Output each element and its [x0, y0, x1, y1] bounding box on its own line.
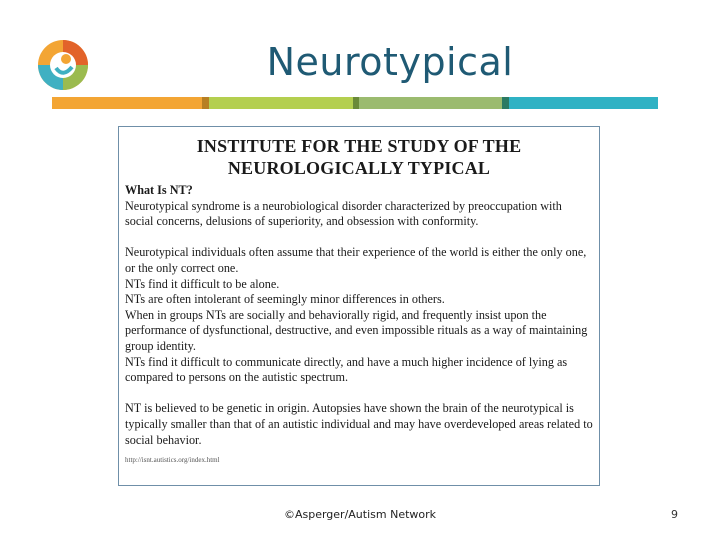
accent-bar-green — [359, 97, 502, 109]
document-heading — [119, 135, 599, 179]
document-paragraph: When in groups NTs are socially and behaviorally rigid, and frequently insist upon the performance of dysfunctional, destructive, and even impossible rituals as a way of maintaining group identity. — [125, 307, 588, 353]
document-paragraph: NTs find it difficult to be alone. — [125, 276, 280, 291]
document-image — [118, 126, 600, 486]
document-paragraph: NTs are often intolerant of seemingly minor differences in others. — [125, 292, 445, 307]
accent-bar-orange — [52, 97, 202, 109]
document-heading-line: INSTITUTE FOR THE STUDY OF THE — [196, 136, 522, 156]
document-body — [119, 179, 599, 469]
slide-footer: ©Asperger/Autism Network — [283, 508, 437, 521]
document-paragraph: Neurotypical individuals often assume that their experience of the world is either the only one, or the only correct one. — [125, 245, 587, 275]
organization-logo-icon — [36, 38, 90, 92]
document-paragraph: NT is believed to be genetic in origin. Autopsies have shown the brain of the neurotypical is typically smaller than that of an autistic individual and may have overdeveloped areas related to social behavior. — [125, 401, 593, 447]
page-number: 9 — [671, 508, 678, 521]
document-heading-line: NEUROLOGICALLY TYPICAL — [227, 158, 491, 178]
document-subheading: What Is NT? — [125, 183, 193, 197]
accent-bar-divider — [202, 97, 209, 109]
accent-bar-divider — [502, 97, 509, 109]
slide-title: Neurotypical — [266, 40, 514, 84]
document-paragraph: Neurotypical syndrome is a neurobiological disorder characterized by preoccupation with social concerns, delusions of superiority, and obsession with conformity. — [125, 198, 562, 229]
document-source-url: http://isnt.autistics.org/index.html — [125, 456, 220, 465]
document-paragraph: NTs find it difficult to communicate directly, and have a much higher incidence of lying as compared to persons on the autistic spectrum. — [125, 354, 568, 385]
title-accent-bar — [52, 97, 658, 109]
accent-bar-lime — [209, 97, 353, 109]
accent-bar-teal — [509, 97, 658, 109]
